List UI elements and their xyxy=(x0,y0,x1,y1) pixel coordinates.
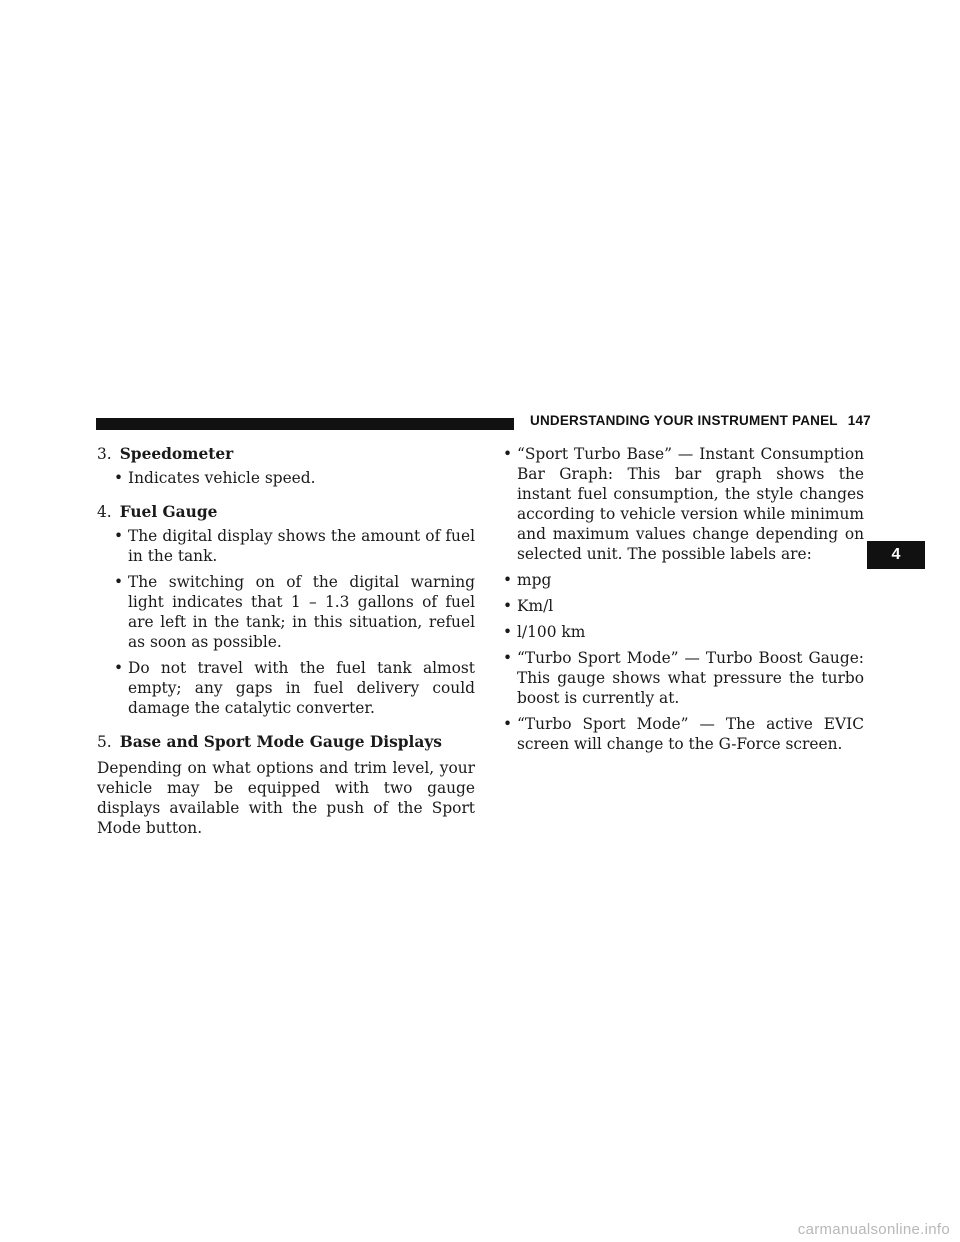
list-item: • Do not travel with the fuel tank almost empty; any gaps in fuel delivery could damage the catalytic converter. xyxy=(109,658,475,718)
item-4-heading: 4. Fuel Gauge xyxy=(97,503,218,521)
body-paragraph: Depending on what options and trim level, your vehicle may be equipped with two gauge displays available with the push of the Sport Mode button. xyxy=(97,759,475,837)
item-5-heading: 5. Base and Sport Mode Gauge Displays xyxy=(97,733,442,751)
list-item: • l/100 km xyxy=(498,622,864,642)
header-rule xyxy=(96,418,514,430)
fuel-gauge-title: Fuel Gauge xyxy=(119,503,218,521)
list-item: • Indicates vehicle speed. xyxy=(109,468,475,488)
list-item: • The digital display shows the amount of fuel in the tank. xyxy=(109,526,475,566)
left-column xyxy=(97,444,475,838)
watermark: carmanualsonline.info xyxy=(797,1221,950,1238)
section-title: UNDERSTANDING YOUR INSTRUMENT PANEL xyxy=(530,413,838,428)
item-3-heading: 3. Speedometer xyxy=(97,445,234,463)
chapter-tab: 4 xyxy=(867,541,925,569)
running-header xyxy=(530,413,871,428)
list-item: • mpg xyxy=(498,570,864,590)
right-column xyxy=(498,444,864,760)
list-item: • “Turbo Sport Mode” — The active EVIC screen will change to the G-Force screen. xyxy=(498,714,864,754)
speedometer-title: Speedometer xyxy=(119,445,234,463)
page-number: 147 xyxy=(847,413,871,428)
list-item: • Km/l xyxy=(498,596,864,616)
gauge-displays-title: Base and Sport Mode Gauge Displays xyxy=(119,733,442,751)
list-item: • The switching on of the digital warning light indicates that 1 – 1.3 gallons of fuel are left in the tank; in this situation, refuel as soon as possible. xyxy=(109,572,475,652)
list-item: • “Turbo Sport Mode” — Turbo Boost Gauge: This gauge shows what pressure the turbo boost is currently at. xyxy=(498,648,864,708)
list-item: • “Sport Turbo Base” — Instant Consumption Bar Graph: This bar graph shows the instant fuel consumption, the style changes according to vehicle version while minimum and maximum values change depending on selected unit. The possible labels are: xyxy=(498,444,864,564)
